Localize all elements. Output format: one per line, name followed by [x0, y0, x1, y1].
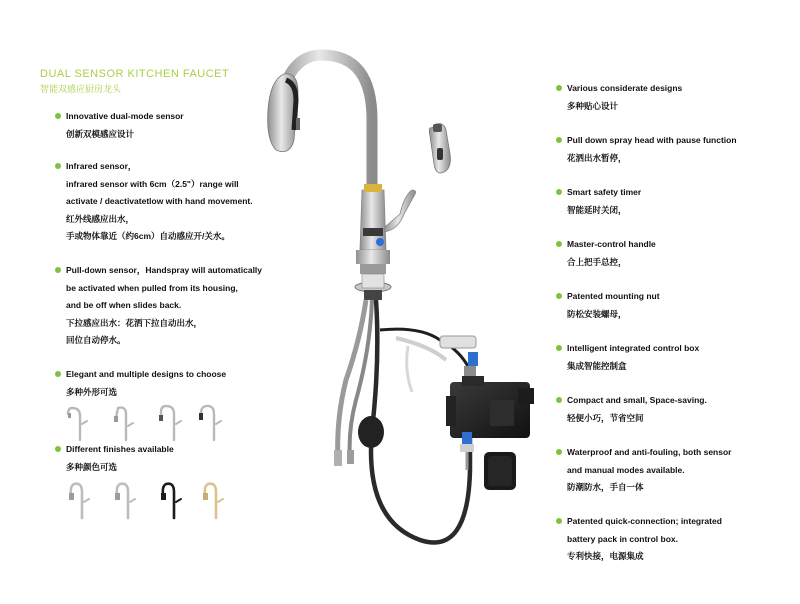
feature-line: Various considerate designs: [567, 83, 683, 93]
bullet-icon: [556, 397, 562, 403]
feature-line: Master-control handle: [567, 239, 656, 249]
feature-control-box: [567, 340, 699, 375]
bullet-icon: [556, 137, 562, 143]
feature-line: 多种贴心设计: [567, 100, 619, 111]
feature-line: Elegant and multiple designs to choose: [66, 369, 227, 379]
feature-line: Pull down spray head with pause function: [567, 135, 737, 145]
feature-line: and be off when slides back.: [66, 300, 182, 310]
spray-head: [268, 74, 300, 152]
feature-line: Pull-down sensor，Handspray will automatically: [66, 265, 263, 275]
feature-line: be activated when pulled from its housing,: [66, 282, 238, 293]
feature-line: 防潮防水，手自一体: [567, 482, 644, 492]
feature-line: 合上把手总控，: [567, 256, 627, 267]
feature-line: 花洒出水暂停，: [567, 152, 627, 163]
feature-line: Innovative dual-mode sensor: [66, 111, 184, 121]
feature-pause-function: [567, 132, 737, 167]
feature-line: 回位自动停水。: [66, 335, 126, 345]
feature-line: Intelligent integrated control box: [567, 343, 700, 353]
feature-line: 智能延时关闭，: [567, 204, 627, 215]
feature-safety-timer: [567, 184, 641, 219]
feature-line: 下拉感应出水：花洒下拉自动出水，: [66, 317, 203, 328]
battery-pack: [484, 452, 516, 490]
bullet-icon: [556, 449, 562, 455]
feature-line: battery pack in control box.: [567, 533, 678, 544]
feature-line: and manual modes available.: [567, 464, 685, 475]
feature-line: 专利快接，电源集成: [567, 551, 644, 561]
feature-line: 防松安装螺母，: [567, 308, 627, 319]
spray-head-detached: [429, 124, 450, 173]
bullet-icon: [556, 85, 562, 91]
feature-line: infrared sensor with 6cm（2.5"）range will: [66, 178, 239, 189]
feature-line: 多种颜色可选: [66, 461, 118, 472]
control-box: [446, 376, 534, 438]
feature-line: Infrared sensor，: [66, 161, 137, 171]
feature-waterproof: [567, 444, 731, 497]
feature-line: 轻便小巧，节省空间: [567, 412, 644, 423]
feature-line: 红外线感应出水，: [66, 213, 135, 224]
feature-compact: [567, 392, 707, 427]
feature-line: 创新双模感应设计: [66, 128, 135, 139]
product-title-en: DUAL SENSOR KITCHEN FAUCET: [40, 68, 230, 80]
feature-line: 手或物体靠近（约6cm）自动感应开/关水。: [66, 231, 230, 241]
feature-considerate-designs: [567, 80, 682, 115]
feature-line: activate / deactivatetlow with hand movement.: [66, 196, 253, 206]
bullet-icon: [556, 189, 562, 195]
bullet-icon: [556, 345, 562, 351]
feature-line: Different finishes available: [66, 444, 174, 454]
feature-line: Patented mounting nut: [567, 291, 660, 301]
feature-line: Patented quick-connection; integrated: [567, 516, 722, 526]
feature-line: Waterproof and anti-fouling, both sensor: [567, 447, 732, 457]
feature-mounting-nut: [567, 288, 660, 323]
bullet-icon: [556, 518, 562, 524]
feature-line: 多种外形可选: [66, 386, 118, 397]
feature-line: Smart safety timer: [567, 187, 642, 197]
feature-master-handle: [567, 236, 656, 271]
bullet-icon: [556, 293, 562, 299]
feature-line: 集成智能控制盒: [567, 360, 627, 371]
feature-line: Compact and small, Space-saving.: [567, 395, 707, 405]
feature-quick-connection: [567, 513, 722, 566]
product-title-cn: 智能双感应厨房龙头: [40, 84, 122, 94]
bullet-icon: [556, 241, 562, 247]
